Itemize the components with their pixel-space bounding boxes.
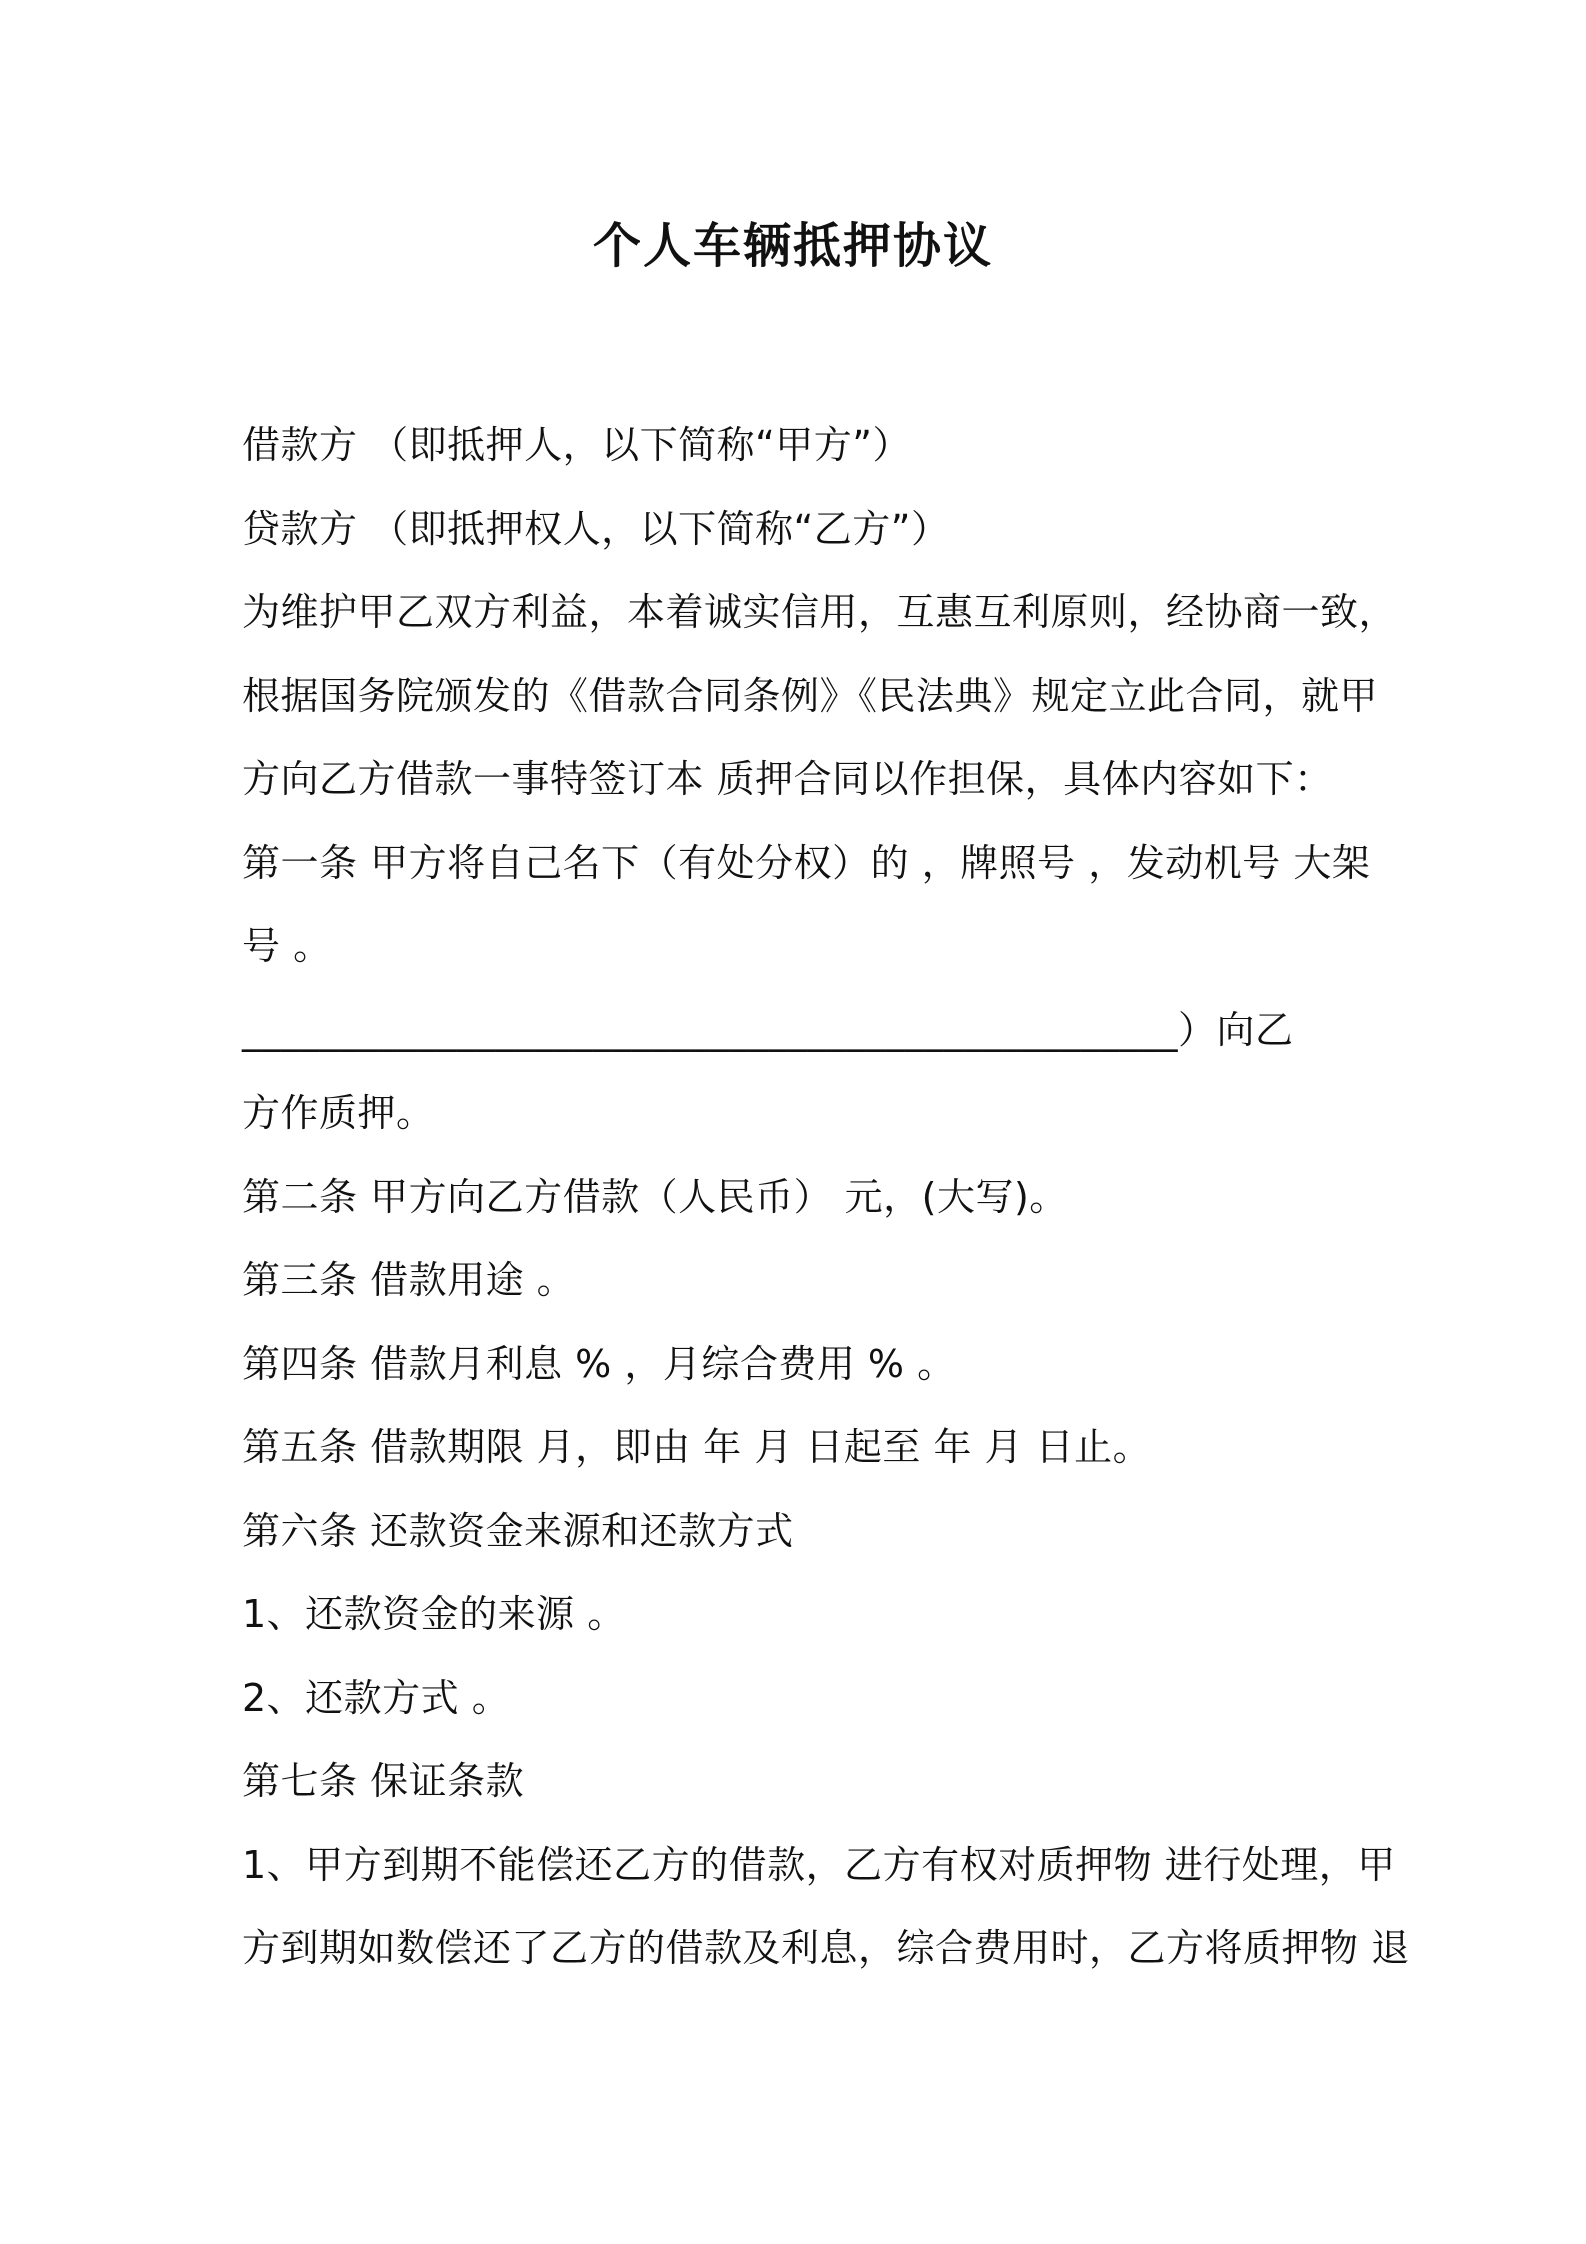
line-article-6-item-1: 1、还款资金的来源 。: [242, 1592, 626, 1636]
line-preamble-2: 根据国务院颁发的《借款合同条例》《民法典》规定立此合同，就甲: [242, 673, 1379, 718]
line-preamble-1: 为维护甲乙双方利益，本着诚实信用，互惠互利原则，经协商一致，: [242, 590, 1398, 634]
line-lender: 贷款方 （即抵押权人，以下简称“乙方”）: [242, 506, 950, 551]
line-article-3: 第三条 借款用途 。: [242, 1258, 576, 1302]
line-article-5: 第五条 借款期限 月，即由 年 月 日起至 年 月 日止。: [242, 1425, 1152, 1469]
line-blank-underline: ________________________________________________）向乙: [242, 1007, 1294, 1052]
line-borrower: 借款方 （即抵押人，以下简称“甲方”）: [242, 423, 911, 467]
line-article-2: 第二条 甲方向乙方借款（人民币） 元，(大写)。: [242, 1174, 1068, 1219]
line-article-4: 第四条 借款月利息 % ，月综合费用 % 。: [242, 1341, 956, 1386]
line-preamble-3: 方向乙方借款一事特签订本 质押合同以作担保，具体内容如下：: [242, 757, 1333, 801]
line-article-7: 第七条 保证条款: [242, 1759, 525, 1803]
line-article-1-end: 方作质押。: [242, 1091, 435, 1135]
line-article-7-item-1-cont: 方到期如数偿还了乙方的借款及利息，综合费用时，乙方将质押物 退: [242, 1926, 1410, 1970]
line-article-1-cont: 号 。: [242, 924, 332, 968]
line-article-6: 第六条 还款资金来源和还款方式: [242, 1508, 794, 1553]
line-article-1: 第一条 甲方将自己名下（有处分权）的 ，牌照号 ，发动机号 大架: [242, 840, 1371, 885]
line-article-7-item-1: 1、甲方到期不能偿还乙方的借款，乙方有权对质押物 进行处理，甲: [242, 1842, 1396, 1887]
document-body: [242, 404, 1410, 1991]
line-article-6-item-2: 2、还款方式 。: [242, 1675, 511, 1720]
document-title: 个人车辆抵押协议: [592, 218, 993, 274]
